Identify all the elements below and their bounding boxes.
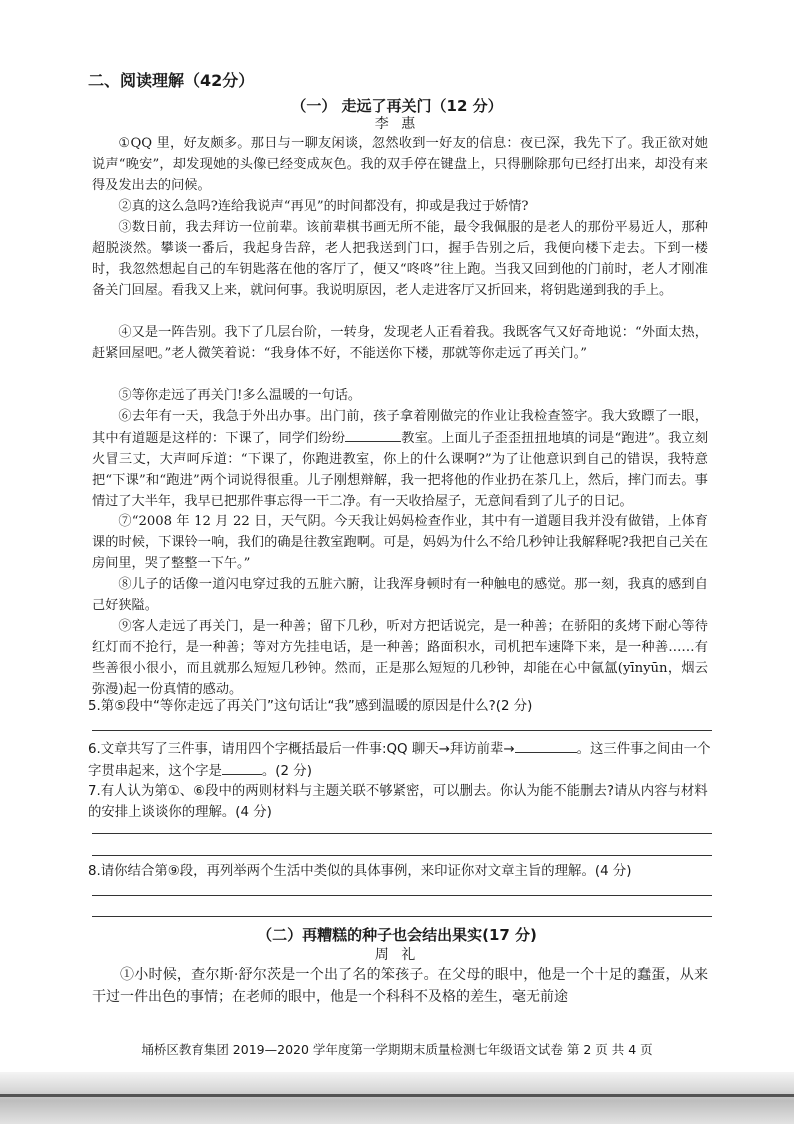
part2-paragraph-1: ①小时候，查尔斯·舒尔茨是一个出了名的笨孩子。在父母的眼中，他是一个十足的蠢蛋，从来干过一件出色的事情；在老师的眼中，他是一个科科不及格的差生，毫无前途 xyxy=(92,967,708,1005)
answer-blank-q6-char[interactable] xyxy=(222,760,262,775)
paragraph-5: ⑤等你走远了再关门!多么温暖的一句话。 xyxy=(118,388,362,403)
question-7: 7.有人认为第①、⑥段中的两则材料与主题关联不够紧密，可以删去。你认为能不能删去?请从内容与材料的安排上谈谈你的理解。(4 分) xyxy=(88,784,708,820)
paragraph-3: ③数日前，我去拜访一位前辈。该前辈棋书画无所不能，最令我佩服的是老人的那份平易近人，那种超脱淡然。攀谈一番后，我起身告辞，老人把我送到门口，握手告别之后，我便向楼下走去。下到一楼时，我忽然想起自己的车钥匙落在他的客厅了，便又“咚咚”往上跑。当我又回到他的门前时，老人才刚准备关门回屋。看我又上来，就问何事。我说明原因，老人走进客厅又折回来，将钥匙递到我的手上。 xyxy=(92,220,708,298)
question-6-part-b: 。这三件事之间由一个字贯串起来，这个字是 xyxy=(88,742,711,779)
paragraph-6: ⑥去年有一天，我急于外出办事。出门前，孩子拿着刚做完的作业让我检查签字。我大致瞟了一眼，其中有道题是这样的：下课了，同学们纷纷 教室。上面儿子歪歪扭扭地填的词是“跑进”。我立刻火冒三丈，大声呵斥道：“下课了，你跑进教室，你上的什么课啊?”为了让他意识到自己的错误，我特意把“下课”和“跑进”两个词说得很重。儿子刚想辩解，我一把将他的作业扔在茶几上，然后，摔门而去。事情过了大半年，我早已把那件事忘得一干二净。有一天收拾屋子，无意间看到了儿子的日记。 xyxy=(92,409,709,509)
part1-title: （一） 走远了再关门（12 分） xyxy=(291,97,503,115)
answer-blank-q6-event[interactable] xyxy=(515,738,577,753)
answer-line-q7-1[interactable] xyxy=(92,833,712,834)
question-6-part-c: 。(2 分) xyxy=(261,764,312,779)
question-5: 5.第⑤段中“等你走远了再关门”这句话让“我”感到温暖的原因是什么?(2 分) xyxy=(88,699,533,714)
question-8: 8.请你结合第⑨段，再列举两个生活中类似的具体事例，来印证你对文章主旨的理解。(4 分) xyxy=(88,864,632,879)
paragraph-2: ②真的这么急吗?连给我说声“再见”的时间都没有，抑或是我过于娇情? xyxy=(118,199,529,214)
answer-line-q7-2[interactable] xyxy=(92,855,712,856)
answer-blank-p6[interactable] xyxy=(345,427,401,442)
paragraph-8: ⑧儿子的话像一道闪电穿过我的五脏六腑，让我浑身顿时有一种触电的感觉。那一刻，我真的感到自己好狭隘。 xyxy=(92,577,708,613)
paragraph-9: ⑨客人走远了再关门，是一种善；留下几秒，听对方把话说完，是一种善；在骄阳的炙烤下耐心等待红灯而不抢行，是一种善；等对方先挂电话，是一种善；路面积水，司机把车速降下来，是一种善……有些善很小很小，而且就那么短短几秒钟。然而，正是那么短短的几秒钟，却能在心中氤氲(yīnyūn，烟云弥漫)起一份真情的感动。 xyxy=(92,619,708,697)
scan-edge xyxy=(0,1072,794,1124)
part2-title: （二）再糟糕的种子也会结出果实(17 分) xyxy=(257,926,537,944)
question-6 xyxy=(88,738,712,782)
part1-author: 李 惠 xyxy=(374,116,420,132)
section-heading: 二、阅读理解（42分） xyxy=(88,71,255,90)
answer-line-q8-2[interactable] xyxy=(92,916,712,917)
paragraph-1: ①QQ 里，好友颇多。那日与一聊友闲谈，忽然收到一好友的信息：夜已深，我先下了。我正欲对她说声“晚安”，却发现她的头像已经变成灰色。我的双手停在键盘上，只得删除那句已经打出来，却没有来得及发出去的问候。 xyxy=(92,136,708,193)
question-6-part-a: 6.文章共写了三件事，请用四个字概括最后一件事:QQ 聊天→拜访前辈→ xyxy=(88,742,515,757)
part2-author: 周 礼 xyxy=(374,947,420,963)
paragraph-7: ⑦“2008 年 12 月 22 日，天气阴。今天我让妈妈检查作业，其中有一道题目我并没有做错，上体育课的时候，下课铃一响，我们的确是往教室跑啊。可是，妈妈为什么不给几秒钟让我解释呢?我把自己关在房间里，哭了整整一下午。” xyxy=(92,514,708,571)
paragraph-4: ④又是一阵告别。我下了几层台阶，一转身，发现老人正看着我。我既客气又好奇地说：“外面太热，赶紧回屋吧。”老人微笑着说：“我身体不好，不能送你下楼，那就等你走远了再关门。” xyxy=(92,325,708,361)
page-footer: 埇桥区教育集团 2019—2020 学年度第一学期期末质量检测七年级语文试卷 第 2 页 共 4 页 xyxy=(141,1042,653,1057)
answer-line-q5[interactable] xyxy=(92,730,712,731)
answer-line-q8-1[interactable] xyxy=(92,895,712,896)
